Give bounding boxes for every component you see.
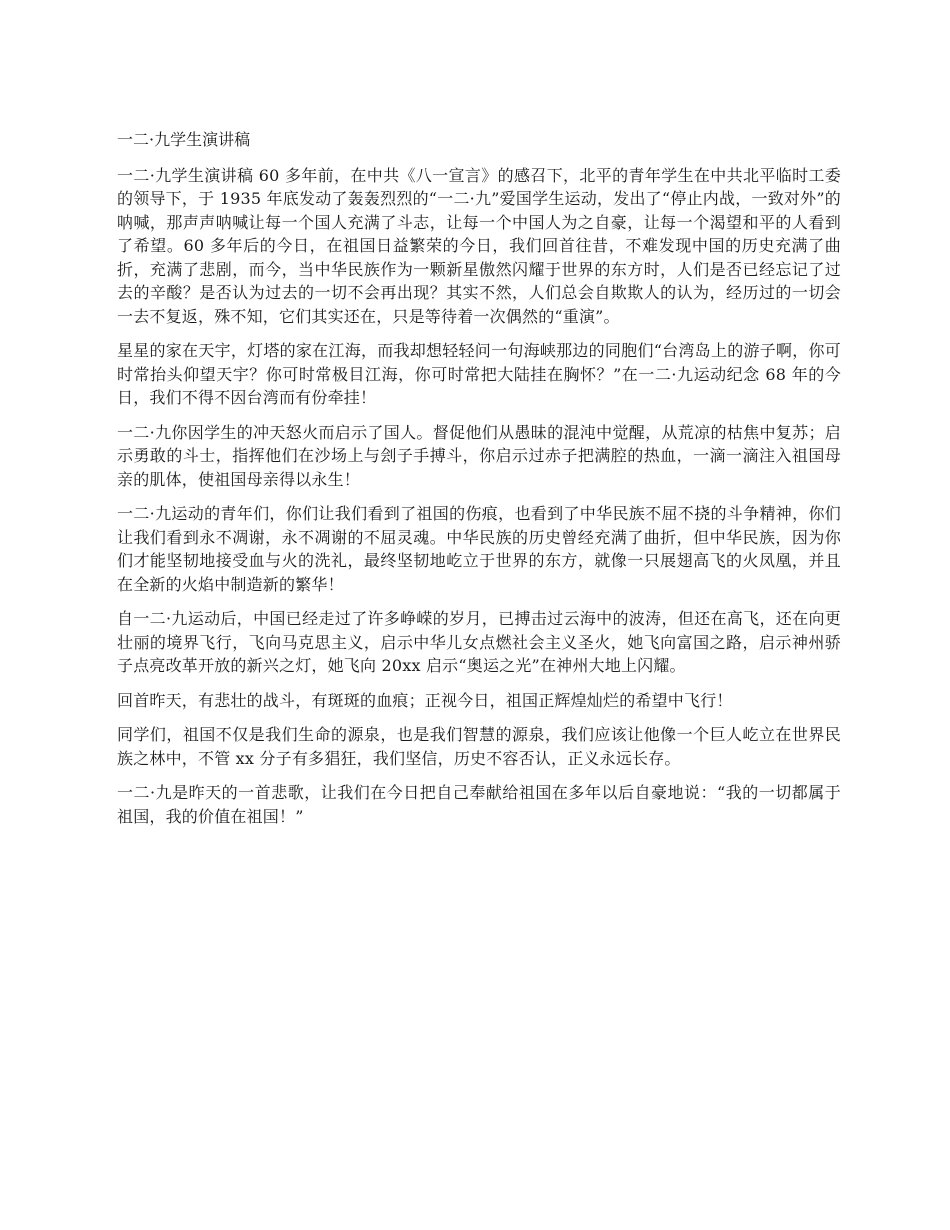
paragraph-3: 一二·九你因学生的冲天怒火而启示了国人。督促他们从愚昧的混沌中觉醒，从荒凉的枯焦中复苏；启示勇敢的斗士，指挥他们在沙场上与刽子手搏斗，你启示过赤子把满腔的热血，一滴一滴注入祖国母亲的肌体，使祖国母亲得以永生！ [117, 422, 841, 489]
paragraph-8: 一二·九是昨天的一首悲歌，让我们在今日把自己奉献给祖国在多年以后自豪地说：“我的一切都属于祖国，我的价值在祖国！” [117, 783, 841, 826]
paragraph-5: 自一二·九运动后，中国已经走过了许多峥嵘的岁月，已搏击过云海中的波涛，但还在高飞，还在向更壮丽的境界飞行，飞向马克思主义，启示中华儿女点燃社会主义圣火，她飞向富国之路，启示神州骄子点亮改革开放的新兴之灯，她飞向 20xx 启示“奥运之光”在神州大地上闪耀。 [117, 609, 841, 675]
paragraph-4: 一二·九运动的青年们，你们让我们看到了祖国的伤痕，也看到了中华民族不屈不挠的斗争精神，你们让我们看到永不凋谢，永不凋谢的不屈灵魂。中华民族的历史曾经充满了曲折，但中华民族，因为你们才能坚韧地接受血与火的洗礼，最终坚韧地屹立于世界的东方，就像一只展翅高飞的火凤凰，并且在全新的火焰中制造新的繁华！ [117, 504, 841, 594]
document-title: 一二·九学生演讲稿 [117, 130, 251, 149]
document-body [117, 128, 841, 839]
paragraph-2: 星星的家在天宇，灯塔的家在江海，而我却想轻轻问一句海峡那边的同胞们“台湾岛上的游子啊，你可时常抬头仰望天宇？你可时常极目江海，你可时常把大陆挂在胸怀？”在一二·九运动纪念 68 年的今日，我们不得不因台湾而有份牵挂！ [117, 341, 841, 407]
paragraph-7: 同学们，祖国不仅是我们生命的源泉，也是我们智慧的源泉，我们应该让他像一个巨人屹立在世界民族之林中，不管 xx 分子有多猖狂，我们坚信，历史不容否认，正义永远长存。 [117, 725, 841, 768]
paragraph-1: 一二·九学生演讲稿 60 多年前，在中共《八一宣言》的感召下，北平的青年学生在中共北平临时工委的领导下，于 1935 年底发动了轰轰烈烈的“一二·九”爱国学生运动，发出了“停止内战，一致对外”的呐喊，那声声呐喊让每一个国人充满了斗志，让每一个中国人为之自豪，让每一个渴望和平的人看到了希望。60 多年后的今日，在祖国日益繁荣的今日，我们回首往昔，不难发现中国的历史充满了曲折，充满了悲剧，而今，当中华民族作为一颗新星傲然闪耀于世界的东方时，人们是否已经忘记了过去的辛酸？是否认为过去的一切不会再出现？其实不然，人们总会自欺欺人的认为，经历过的一切会一去不复返，殊不知，它们其实还在，只是等待着一次偶然的“重演”。 [117, 165, 841, 326]
paragraph-6: 回首昨天，有悲壮的战斗，有斑斑的血痕；正视今日，祖国正辉煌灿烂的希望中飞行！ [117, 690, 733, 710]
